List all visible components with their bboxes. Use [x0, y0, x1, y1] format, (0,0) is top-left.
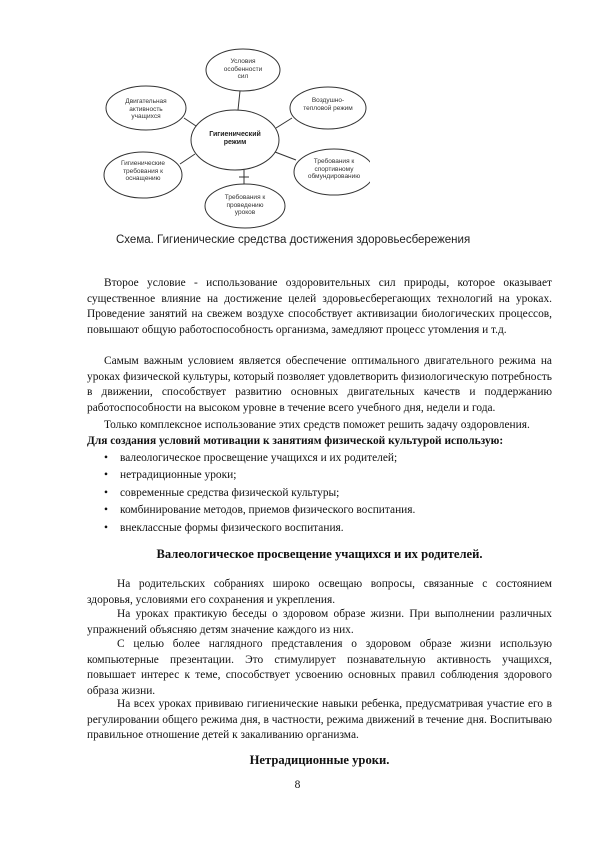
diagram-node-left: Гигиенические требования к оснащению [121, 160, 165, 182]
list-item-text: нетрадиционные уроки; [120, 469, 237, 482]
diagram-node-top: Условия особенности сил [223, 58, 263, 80]
list-item-text: внеклассные формы физического воспитания. [120, 521, 344, 534]
paragraph-lessons-talks: На уроках практикую беседы о здоровом образе жизни. При выполнении различных упражнений объясняю детям значение каждого из них. [87, 608, 552, 636]
paragraph-motivation-intro: Для создания условий мотивации к занятиям физической культурой использую: [87, 435, 504, 447]
list-item [87, 485, 552, 502]
list-item [87, 520, 552, 537]
bullet-icon: • [104, 504, 108, 517]
diagram-node-right: Требования к спортивному обмундированию [307, 158, 361, 180]
paragraph-complex-use: Только комплексное использование этих средств поможет решить задачу оздоровления. [104, 419, 530, 431]
paragraph-parent-meetings: На родительских собраниях широко освещаю вопросы, связанные с состоянием здоровья, условиями его сохранения и укрепления. [87, 578, 552, 606]
paragraph-hygiene-skills: На всех уроках прививаю гигиенические навыки ребенка, предусматривая участие его в регулировании общего режима дня, в частности, режима движений в течение дня. Воспитываю правильное отношение детей к закаливанию организма. [87, 698, 552, 742]
diagram-center-label: Гигиенический режим [209, 131, 261, 146]
bullet-icon: • [104, 486, 108, 499]
diagram-node-top-right: Воздушно-тепловой режим [303, 97, 353, 112]
section-heading-valeology: Валеологическое просвещение учащихся и их родителей. [156, 547, 483, 561]
bullet-icon: • [104, 521, 108, 534]
diagram-node-top-left: Двигательная активность учащихся [125, 98, 167, 120]
list-item [87, 450, 552, 467]
bullet-icon: • [104, 469, 108, 482]
section-heading-nontraditional: Нетрадиционные уроки. [249, 753, 390, 767]
diagram-caption: Схема. Гигиенические средства достижения здоровьесбережения [116, 234, 471, 246]
diagram-node-bottom: Требования к проведению уроков [224, 194, 266, 216]
motivation-list [87, 450, 552, 537]
list-item-text: валеологическое просвещение учащихся и их родителей; [120, 452, 398, 464]
list-item-text: современные средства физической культуры; [120, 486, 340, 499]
page-number: 8 [294, 779, 301, 791]
paragraph-presentations: С целью более наглядного представления о здоровом образе жизни использую компьютерные презентации. Это стимулирует познавательную активность учащихся, повышает интерес к теме, способствует усвоению основных правил соблюдения здорового образа жизни. [87, 638, 552, 697]
list-item-text: комбинирование методов, приемов физического воспитания. [120, 504, 416, 517]
paragraph-motor-regime: Самым важным условием является обеспечение оптимального двигательного режима на уроках физической культуры, который позволяет удовлетворить физиологическую потребность в движении, способствует развитию основных двигательных качеств и поддержанию работоспособности на высоком уровне в течение всего учебного дня, недели и года. [87, 355, 552, 414]
paragraph-second-condition: Второе условие - использование оздоровительных сил природы, которое оказывает существенное влияние на достижение целей здоровьесберегающих технологий на уроках. Проведение занятий на свежем воздухе способствует активизации биологических процессов, повышают общую работоспособность организма, замедляют процесс утомления и т.д. [87, 277, 552, 336]
bullet-icon: • [104, 452, 108, 464]
list-item [87, 467, 552, 484]
hygiene-scheme-diagram [100, 48, 370, 230]
list-item [87, 502, 552, 519]
